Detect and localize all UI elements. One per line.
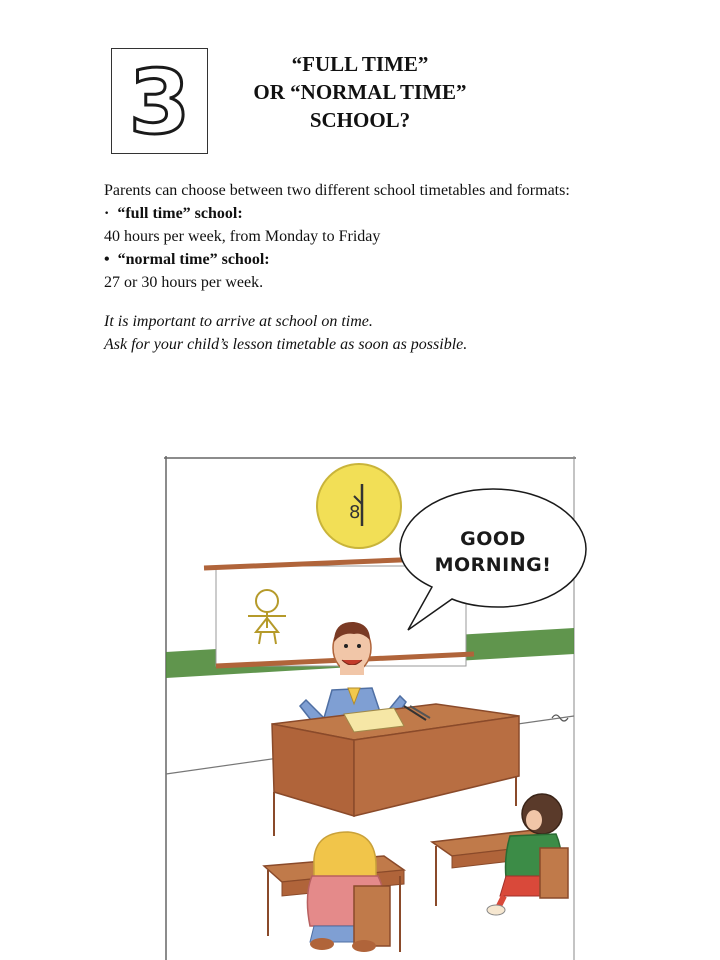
speech-bubble-text bbox=[398, 526, 588, 578]
clock-number: 8 bbox=[349, 502, 361, 523]
bullet-dot: · bbox=[104, 205, 110, 222]
teacher-desk bbox=[272, 704, 519, 836]
note-ask-timetable: Ask for your child’s lesson timetable as soon as possible. bbox=[104, 336, 468, 353]
speech-line-1: GOOD bbox=[460, 528, 526, 550]
girl-student bbox=[307, 832, 390, 952]
title-line-3: SCHOOL? bbox=[309, 108, 411, 132]
title-line-2: OR “NORMAL TIME” bbox=[253, 80, 467, 104]
artist-signature bbox=[552, 715, 568, 721]
body-text bbox=[104, 179, 624, 356]
spacer bbox=[104, 294, 624, 310]
speech-line-2: MORNING! bbox=[434, 554, 552, 576]
title-line-1: “FULL TIME” bbox=[291, 52, 429, 76]
page-title bbox=[225, 50, 495, 134]
wall-clock bbox=[317, 464, 401, 548]
option-full-time-title bbox=[104, 202, 624, 225]
option-normal-time-title bbox=[104, 248, 624, 271]
bullet-dot: • bbox=[104, 251, 110, 268]
option-full-time-label: “full time” school: bbox=[117, 205, 243, 222]
option-normal-time-desc: 27 or 30 hours per week. bbox=[104, 274, 264, 291]
chapter-number-graphic bbox=[112, 49, 207, 153]
option-normal-time-label: “normal time” school: bbox=[117, 251, 270, 268]
chapter-number: 3 bbox=[128, 51, 191, 153]
intro-paragraph: Parents can choose between two different school timetables and formats: bbox=[104, 182, 570, 199]
note-arrive-on-time: It is important to arrive at school on time. bbox=[104, 313, 373, 330]
chapter-number-box bbox=[111, 48, 208, 154]
option-full-time-desc: 40 hours per week, from Monday to Friday bbox=[104, 228, 381, 245]
